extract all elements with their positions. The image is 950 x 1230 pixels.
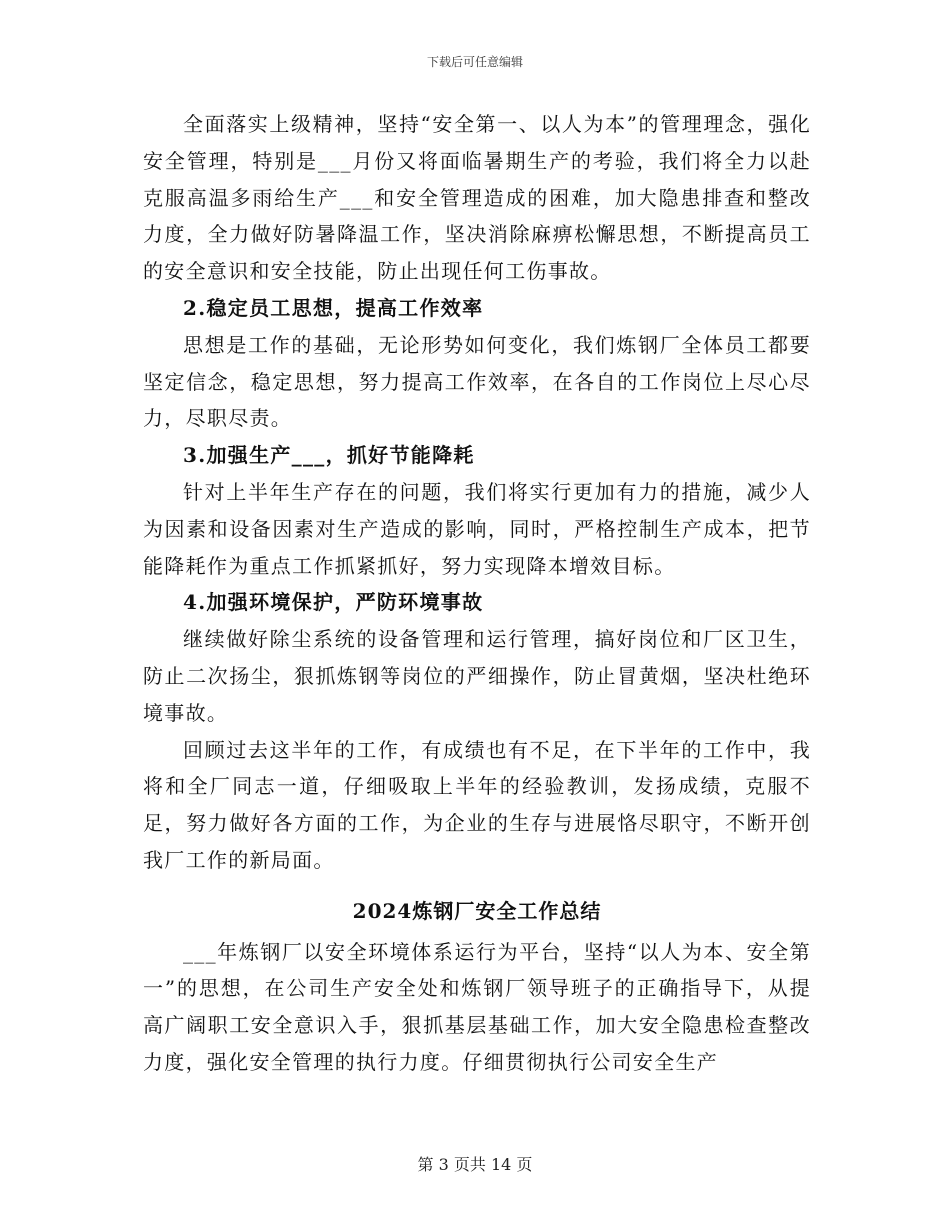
paragraph-review: 回顾过去这半年的工作，有成绩也有不足，在下半年的工作中，我将和全厂同志一道，仔细吸取上半年的经验教训，发扬成绩，克服不足，努力做好各方面的工作，为企业的生存与进展恪尽职守，不断开创我厂工作的新局面。 <box>143 737 811 872</box>
paragraph-stabilize-thought: 思想是工作的基础，无论形势如何变化，我们炼钢厂全体员工都要坚定信念，稳定思想，努力提高工作效率，在各自的工作岗位上尽心尽力，尽职尽责。 <box>143 332 811 431</box>
heading-energy-saving: 3.加强生产___，抓好节能降耗 <box>183 443 475 468</box>
heading-stabilize-thought: 2.稳定员工思想，提高工作效率 <box>183 295 484 320</box>
page-footer: 第 3 页共 14 页 <box>417 1155 533 1174</box>
heading-environment: 4.加强环境保护，严防环境事故 <box>183 590 484 615</box>
paragraph-environment: 继续做好除尘系统的设备管理和运行管理，搞好岗位和厂区卫生，防止二次扬尘，狠抓炼钢等岗位的严细操作，防止冒黄烟，坚决杜绝环境事故。 <box>143 627 811 725</box>
paragraph-annual-summary: ___年炼钢厂以安全环境体系运行为平台，坚持“以人为本、安全第一”的思想，在公司生产安全处和炼钢厂领导班子的正确指导下，从提高广阔职工安全意识入手，狠抓基层基础工作，加大安全隐患检查整改力度，强化安全管理的执行力度。仔细贯彻执行公司安全生产 <box>143 939 811 1074</box>
paragraph-energy-saving: 针对上半年生产存在的问题，我们将实行更加有力的措施，减少人为因素和设备因素对生产造成的影响，同时，严格控制生产成本，把节能降耗作为重点工作抓紧抓好，努力实现降本增效目标。 <box>143 479 811 578</box>
section-title: 2024炼钢厂安全工作总结 <box>352 898 602 923</box>
paragraph-safety-concept: 全面落实上级精神，坚持“安全第一、以人为本”的管理理念，强化安全管理，特别是___月份又将面临暑期生产的考验，我们将全力以赴克服高温多雨给生产___和安全管理造成的困难，加大隐患排查和整改力度，全力做好防暑降温工作，坚决消除麻痹松懈思想，不断提高员工的安全意识和安全技能，防止出现任何工伤事故。 <box>143 112 811 284</box>
page-header: 下载后可任意编辑 <box>426 55 523 69</box>
document-body <box>143 106 811 1081</box>
